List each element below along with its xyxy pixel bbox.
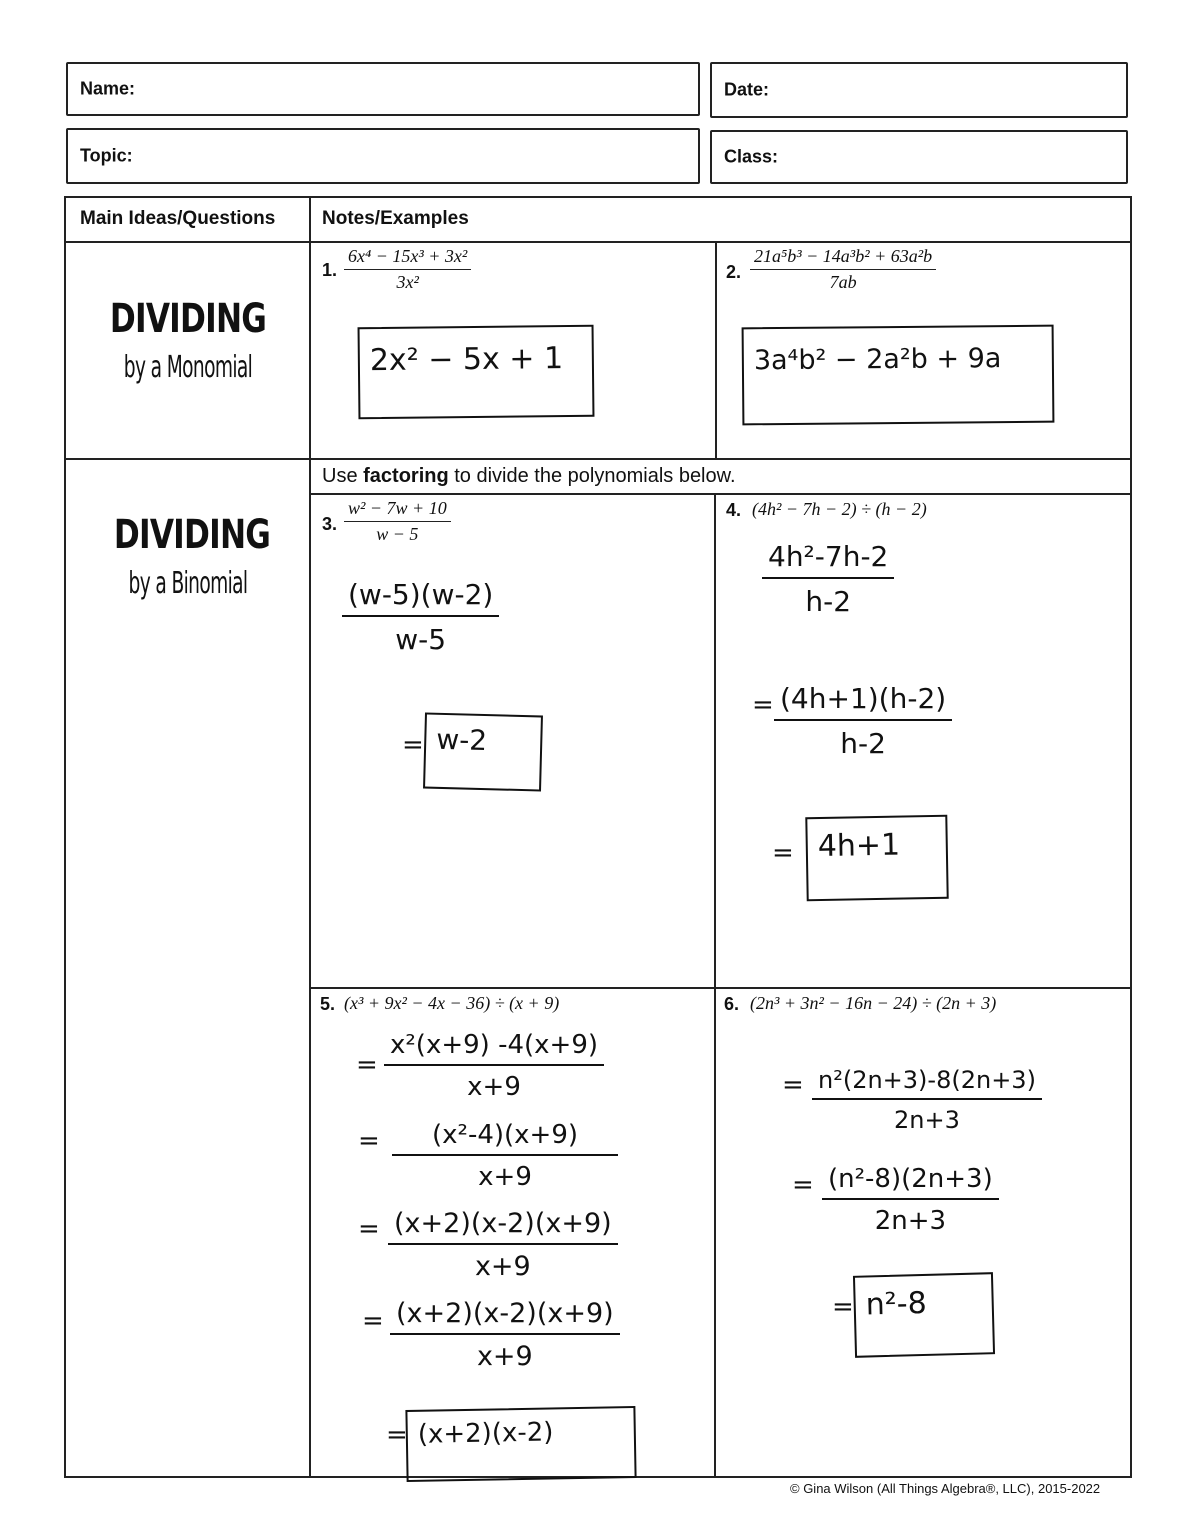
column-header-notes: Notes/Examples <box>322 208 469 229</box>
problem-number: 5. <box>320 994 336 1014</box>
problem-6-step: $\frac{\text{n²(2n+3)-8(2n+3)}}{2n+3}$ <box>812 1066 1042 1134</box>
grid-line <box>310 987 1132 989</box>
problem-1-answer-box: 2x² − 5x + 1 <box>358 325 595 419</box>
class-label: Class: <box>724 146 779 167</box>
problem-5-expression: (x³ + 9x² − 4x − 36) ÷ (x + 9) <box>344 993 560 1013</box>
equals-sign: = <box>356 1050 378 1080</box>
problem-6-expression: (2n³ + 3n² − 16n − 24) ÷ (2n + 3) <box>750 993 997 1013</box>
date-field[interactable] <box>710 62 1128 118</box>
problem-5-step: $\frac{\text{(x²-4)(x+9)}}{x+9}$ <box>392 1120 618 1192</box>
problem-3-answer-box: w-2 <box>423 712 543 791</box>
equals-sign: = <box>358 1214 380 1244</box>
copyright-notice: © Gina Wilson (All Things Algebra®, LLC), 2015-2022 <box>790 1481 1101 1496</box>
problem-5-step: $\frac{(x+2)(x-2)(x+9)}{x+9}$ <box>390 1298 620 1372</box>
problem-number: 4. <box>726 500 742 520</box>
problem-6-answer-box: n²-8 <box>853 1272 995 1358</box>
problem-4-answer-box: 4h+1 <box>805 815 948 901</box>
grid-line <box>715 243 717 458</box>
equals-sign: = <box>772 838 794 868</box>
instruction-text: Use factoring to divide the polynomials below. <box>322 465 736 487</box>
problem-number: 3. <box>322 514 338 534</box>
equals-sign: = <box>832 1292 854 1322</box>
date-label: Date: <box>724 79 770 100</box>
problem-4-expression: (4h² − 7h − 2) ÷ (h − 2) <box>752 499 927 519</box>
class-field[interactable] <box>710 130 1128 184</box>
problem-4-step: $\frac{(4h+1)(h-2)}{h-2}$ <box>774 682 952 760</box>
problem-number: 6. <box>724 994 740 1014</box>
problem-5-answer-box: (x+2)(x-2) <box>405 1406 636 1482</box>
grid-line <box>64 458 1132 460</box>
problem-3-step: $\frac{(w-5)(w-2)}{w-5}$ <box>342 578 499 656</box>
problem-1-expression: $\frac{\text{6x⁴ − 15x³ + 3x²}}{\text{3x²}}$ <box>344 246 471 293</box>
topic-field[interactable] <box>66 128 700 184</box>
equals-sign: = <box>358 1126 380 1156</box>
problem-5-step: $\frac{\text{x²(x+9) -4(x+9)}}{x+9}$ <box>384 1030 604 1102</box>
grid-line <box>64 241 1132 243</box>
problem-2-answer-box: 3a⁴b² − 2a²b + 9a <box>742 325 1055 426</box>
equals-sign: = <box>386 1420 408 1450</box>
problem-5-step: $\frac{(x+2)(x-2)(x+9)}{x+9}$ <box>388 1208 618 1282</box>
name-label: Name: <box>80 78 136 99</box>
column-header-main-ideas: Main Ideas/Questions <box>80 208 276 229</box>
problem-2-expression: $\frac{\text{21a⁵b³ − 14a³b² + 63a²b}}{7ab}$ <box>750 246 936 293</box>
section-title-monomial: DIVIDING <box>109 296 267 342</box>
name-field[interactable] <box>66 62 700 116</box>
grid-line <box>310 493 1132 495</box>
equals-sign: = <box>402 730 424 760</box>
equals-sign: = <box>362 1306 384 1336</box>
section-subtitle-monomial: by a Monomial <box>123 350 253 385</box>
topic-label: Topic: <box>80 145 133 166</box>
section-subtitle-binomial: by a Binomial <box>128 566 248 601</box>
equals-sign: = <box>752 690 774 720</box>
problem-number: 1. <box>322 260 338 280</box>
grid-line <box>309 196 311 1478</box>
equals-sign: = <box>782 1070 804 1100</box>
equals-sign: = <box>792 1170 814 1200</box>
problem-3-expression: $\frac{\text{w² − 7w + 10}}{w - 5}$ <box>344 498 451 545</box>
problem-6-step: $\frac{\text{(n²-8)(2n+3)}}{2n+3}$ <box>822 1164 999 1236</box>
section-title-binomial: DIVIDING <box>113 512 271 558</box>
problem-number: 2. <box>726 262 742 282</box>
problem-4-step: $\frac{\text{4h²-7h-2}}{h-2}$ <box>762 540 894 618</box>
